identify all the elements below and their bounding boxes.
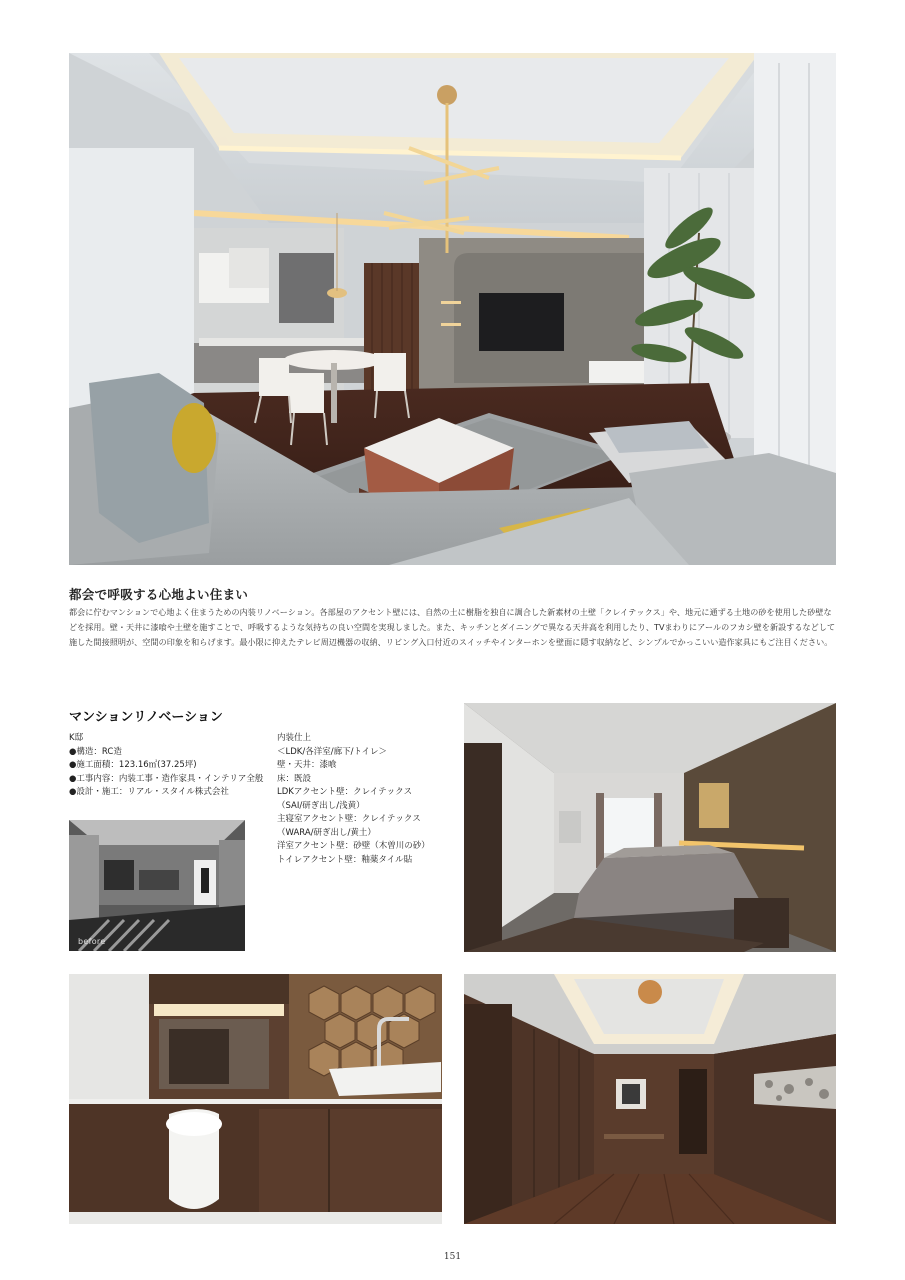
finishes-title: 内装仕上 — [277, 733, 312, 743]
spec-line: ●施工面積：123.16㎡(37.25坪) — [69, 760, 197, 770]
finish-line: （SAI/研ぎ出し/浅黄） — [277, 800, 365, 811]
caption-heading: 都会で呼吸する心地よい住まい — [69, 587, 249, 602]
finish-line: 床：既設 — [277, 773, 312, 784]
corridor-photo — [464, 974, 836, 1224]
before-label: before — [78, 937, 106, 946]
interior-finishes — [277, 732, 457, 867]
finish-line: （WARA/研ぎ出し/黄土） — [277, 827, 376, 838]
finish-line: トイレアクセント壁：釉薬タイル貼 — [277, 854, 413, 865]
living-room-photo — [69, 53, 836, 565]
project-specs — [69, 732, 274, 800]
finish-line: LDKアクセント壁：クレイテックス — [277, 787, 413, 797]
spec-line: ●設計・施工：リアル・スタイル株式会社 — [69, 787, 229, 797]
finish-line: 主寝室アクセント壁：クレイテックス — [277, 814, 421, 824]
bedroom-photo — [464, 703, 836, 952]
spec-line: ●構造：RC造 — [69, 746, 122, 757]
page-number: 151 — [443, 1252, 462, 1262]
project-title: マンションリノベーション — [69, 710, 223, 725]
caption-body: 都会に佇むマンションで心地よく住まうための内装リノベーション。各部屋のアクセント壁には、自然の土に樹脂を独自に調合した新素材の土壁「クレイテックス」や、地元に通ずる土地の砂を使用した砂壁などを採用。壁・天井に漆喰や土壁を施すことで、呼吸するような気持ちの良い空間を実現しました。また、キッチンとダイニングで異なる天井高を利用したり、TVまわりにアールのフカシ壁を新設するなどして施した間接照明が、空間の印象を和らげます。最小限に抑えたテレビ周辺機器の収納、リビング入口付近のスイッチやインターホンを壁面に隠す収納など、シンプルでかっこいい造作家具にもご注目ください。 — [69, 607, 836, 648]
spec-line: ●工事内容：内装工事・造作家具・インテリア全般 — [69, 773, 264, 784]
toilet-photo — [69, 974, 442, 1224]
before-photo — [69, 820, 245, 951]
finish-line: 洋室アクセント壁：砂壁（木曽川の砂） — [277, 841, 430, 851]
finish-line: 壁・天井：漆喰 — [277, 760, 337, 770]
owner-label: K邸 — [69, 733, 84, 743]
finish-line: ＜LDK/各洋室/廊下/トイレ＞ — [277, 746, 388, 757]
